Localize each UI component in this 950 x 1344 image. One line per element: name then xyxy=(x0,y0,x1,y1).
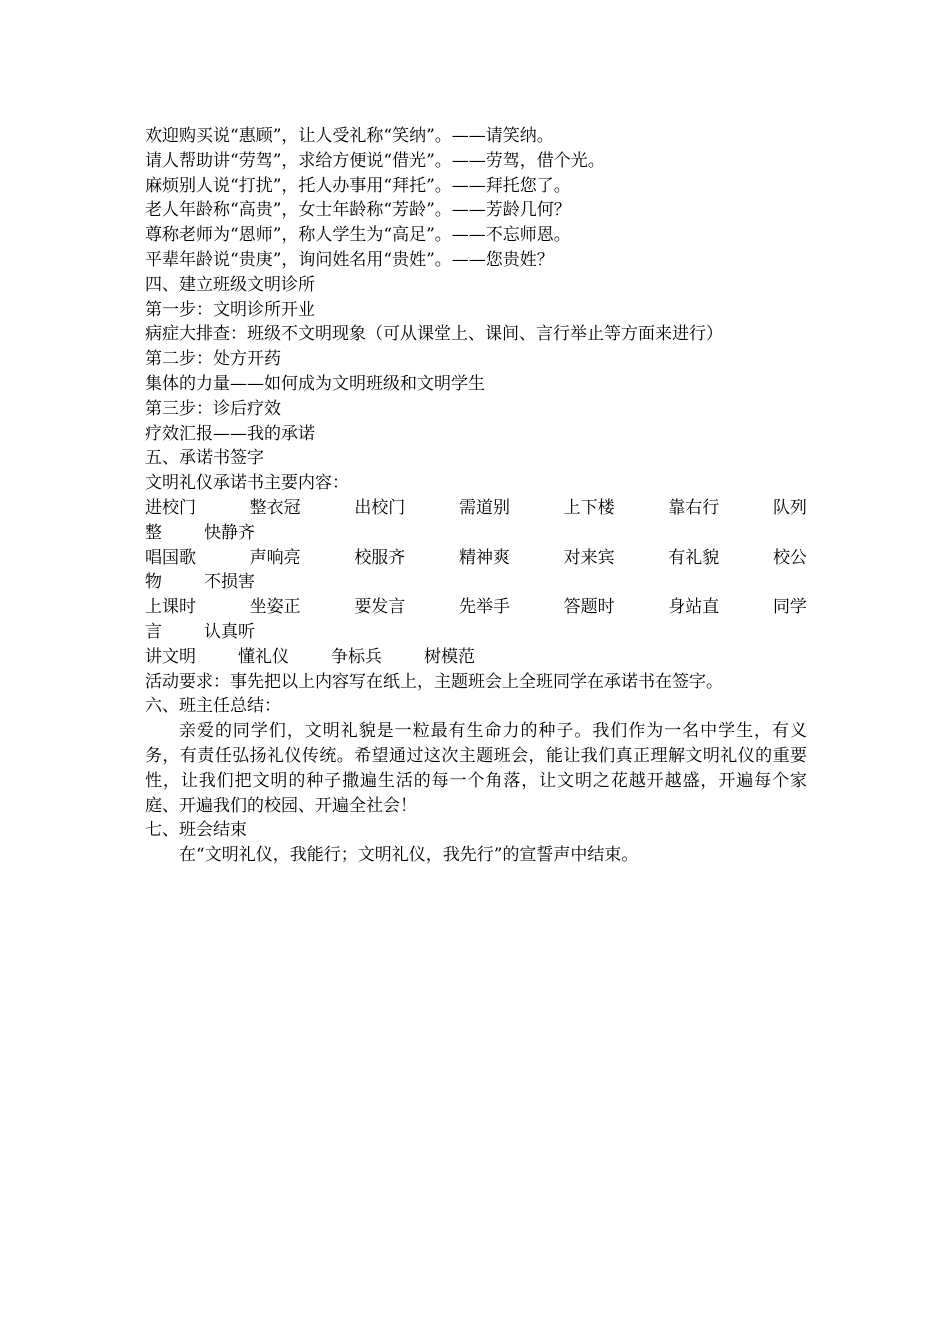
pledge-phrase: 言 xyxy=(145,621,162,642)
step-3-detail: 疗效汇报——我的承诺 xyxy=(145,423,315,444)
pledge-phrase: 整衣冠 xyxy=(249,497,301,518)
step-2-title: 第二步：处方开药 xyxy=(145,349,281,370)
pledge-row-continuation xyxy=(145,570,807,595)
step-1-title: 第一步：文明诊所开业 xyxy=(145,299,315,320)
pledge-phrase: 要发言 xyxy=(354,597,406,618)
section-5-heading: 五、承诺书签字 xyxy=(145,448,264,469)
document-body xyxy=(145,124,807,868)
pledge-phrase: 讲文明 xyxy=(145,646,196,667)
pledge-phrase: 不损害 xyxy=(204,572,255,593)
step-2-detail: 集体的力量——如何成为文明班级和文明学生 xyxy=(145,373,485,394)
pledge-row-continuation xyxy=(145,521,807,546)
pledge-phrase: 上课时 xyxy=(145,597,196,618)
pledge-phrase: 有礼貌 xyxy=(668,547,720,568)
pledge-phrase: 需道别 xyxy=(458,497,510,518)
pledge-phrase: 争标兵 xyxy=(331,646,382,667)
section-6-heading: 六、班主任总结： xyxy=(145,696,281,717)
pledge-row xyxy=(145,496,807,521)
etiquette-line-4: 老人年龄称“高贵”，女士年龄称“芳龄”。——芳龄几何？ xyxy=(145,200,571,221)
pledge-intro: 文明礼仪承诺书主要内容： xyxy=(145,473,349,494)
section-4-heading: 四、建立班级文明诊所 xyxy=(145,274,315,295)
pledge-phrase: 物 xyxy=(145,572,162,593)
pledge-phrase: 进校门 xyxy=(145,497,196,518)
pledge-phrase: 校公 xyxy=(772,547,807,568)
closing-paragraph: 在“文明礼仪，我能行；文明礼仪，我先行”的宣誓声中结束。 xyxy=(179,845,639,866)
pledge-phrase: 先举手 xyxy=(458,597,510,618)
pledge-phrase: 整 xyxy=(145,522,162,543)
pledge-phrase: 声响亮 xyxy=(249,547,301,568)
etiquette-line-5: 尊称老师为“恩师”，称人学生为“高足”。——不忘师恩。 xyxy=(145,225,571,246)
pledge-phrase: 对来宾 xyxy=(563,547,615,568)
pledge-phrase: 上下楼 xyxy=(563,497,615,518)
pledge-phrase: 靠右行 xyxy=(668,497,720,518)
teacher-summary-paragraph: 亲爱的同学们，文明礼貌是一粒最有生命力的种子。我们作为一名中学生，有义务，有责任弘扬礼仪传统。希望通过这次主题班会，能让我们真正理解文明礼仪的重要性，让我们把文明的种子撒遍生活的每一个角落，让文明之花越开越盛，开遍每个家庭、开遍我们的校园、开遍全社会！ xyxy=(145,721,807,816)
pledge-row-last xyxy=(145,645,807,670)
pledge-phrase: 唱国歌 xyxy=(145,547,196,568)
pledge-row-continuation xyxy=(145,620,807,645)
section-7-heading: 七、班会结束 xyxy=(145,820,247,841)
step-1-detail: 病症大排查：班级不文明现象（可从课堂上、课间、言行举止等方面来进行） xyxy=(145,324,723,345)
pledge-phrase: 树模范 xyxy=(424,646,475,667)
etiquette-line-2: 请人帮助讲“劳驾”，求给方便说“借光”。——劳驾，借个光。 xyxy=(145,150,605,171)
pledge-phrase: 精神爽 xyxy=(458,547,510,568)
pledge-phrase: 懂礼仪 xyxy=(238,646,289,667)
pledge-row xyxy=(145,546,807,571)
pledge-phrase: 出校门 xyxy=(354,497,406,518)
step-3-title: 第三步：诊后疗效 xyxy=(145,398,281,419)
etiquette-line-3: 麻烦别人说“打扰”，托人办事用“拜托”。——拜托您了。 xyxy=(145,175,571,196)
etiquette-line-1: 欢迎购买说“惠顾”，让人受礼称“笑纳”。——请笑纳。 xyxy=(145,126,554,146)
pledge-phrase: 校服齐 xyxy=(354,547,406,568)
pledge-phrase: 答题时 xyxy=(563,597,615,618)
pledge-phrase: 快静齐 xyxy=(204,522,255,543)
activity-requirement: 活动要求：事先把以上内容写在纸上，主题班会上全班同学在承诺书在签字。 xyxy=(145,671,723,692)
pledge-phrase: 身站直 xyxy=(668,597,720,618)
pledge-row xyxy=(145,595,807,620)
pledge-phrase: 坐姿正 xyxy=(249,597,301,618)
pledge-phrase: 同学 xyxy=(772,597,807,618)
etiquette-line-6: 平辈年龄说“贵庚”，询问姓名用“贵姓”。——您贵姓？ xyxy=(145,249,554,270)
pledge-phrase: 队列 xyxy=(772,497,807,518)
pledge-phrase: 认真听 xyxy=(204,621,255,642)
